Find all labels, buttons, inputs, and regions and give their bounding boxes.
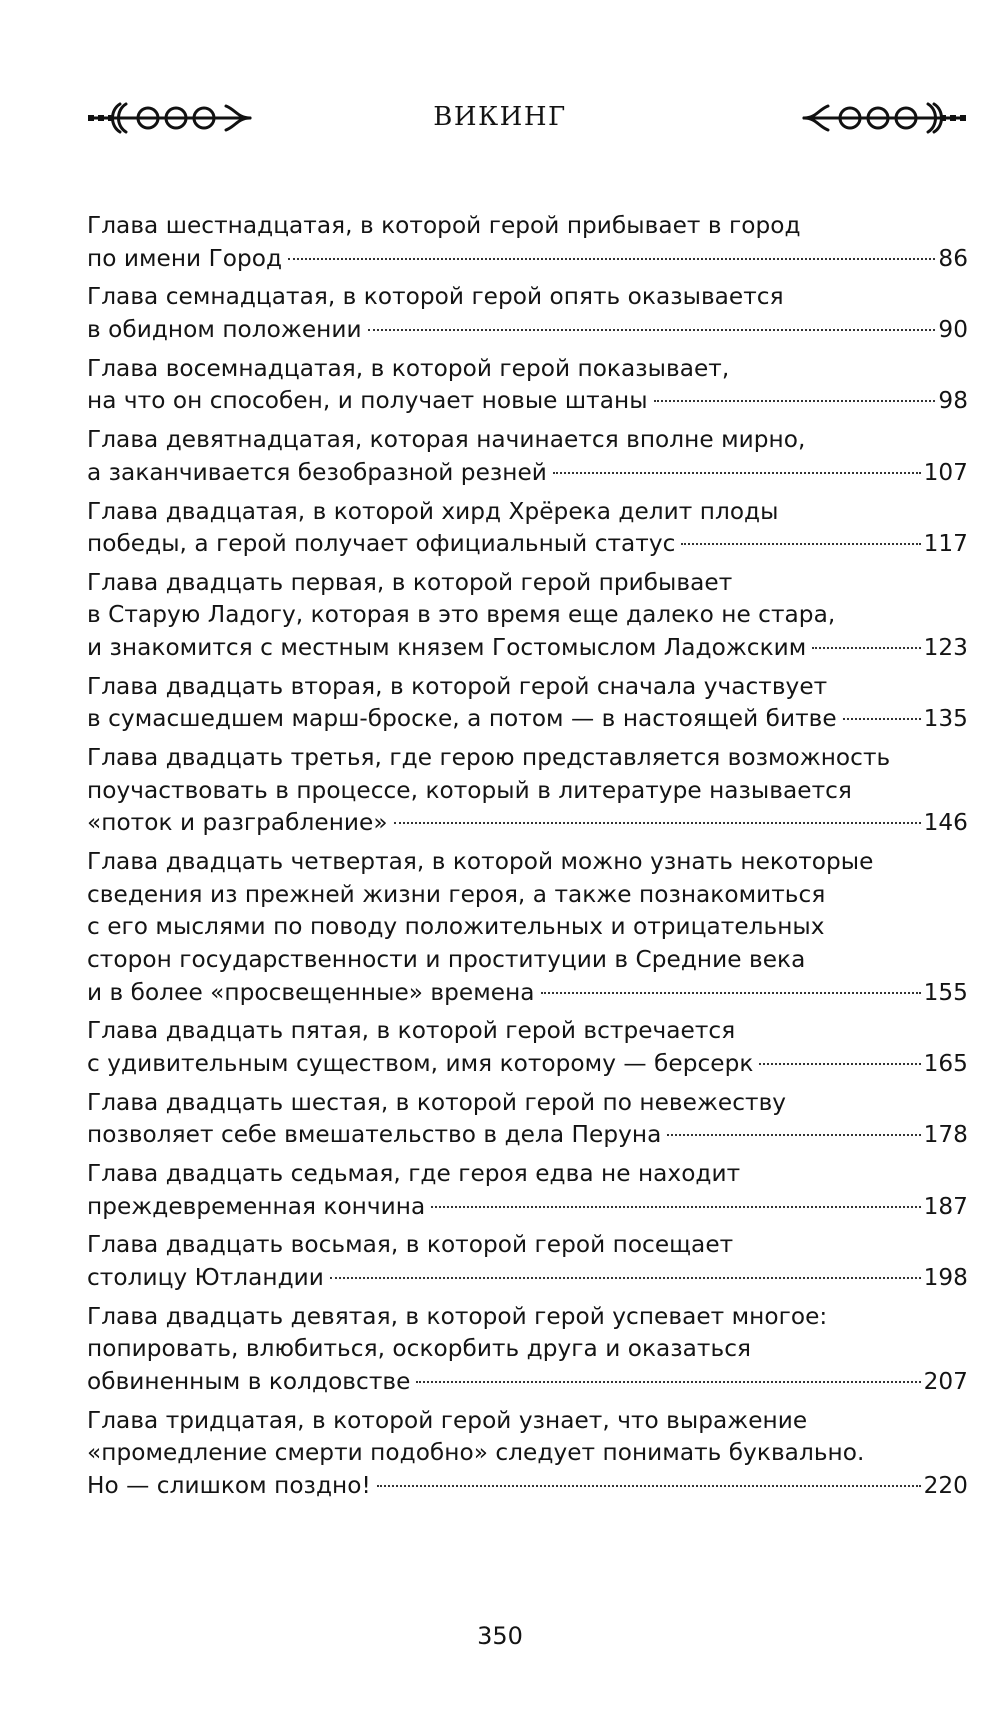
toc-page-number: 220 bbox=[923, 1472, 968, 1499]
toc-entry-title-line: сведения из прежней жизни героя, а также познакомиться bbox=[87, 880, 826, 908]
toc-entry-title-line: Но — слишком поздно! bbox=[87, 1472, 371, 1499]
toc-entry-title-line: а заканчивается безобразной резней bbox=[87, 458, 547, 486]
toc-entry-last-line bbox=[87, 1119, 968, 1152]
toc-entry-title-line: в обидном положении bbox=[87, 315, 362, 343]
dot-leader bbox=[541, 992, 921, 994]
toc-entry-title-line: с удивительным существом, имя которому — берсерк bbox=[87, 1049, 754, 1077]
toc-entry bbox=[87, 742, 968, 840]
toc-entry bbox=[87, 1301, 968, 1399]
toc-entry-title-line: Глава семнадцатая, в которой герой опять оказывается bbox=[87, 283, 784, 311]
toc-entry bbox=[87, 1015, 968, 1080]
running-header bbox=[0, 92, 1000, 142]
toc-entry-title-line: позволяет себе вмешательство в дела Перуна bbox=[87, 1121, 662, 1149]
dot-leader bbox=[843, 718, 921, 720]
toc-entry-last-line bbox=[87, 1191, 968, 1224]
dot-leader bbox=[330, 1277, 921, 1279]
toc-entry-last-line bbox=[87, 1262, 968, 1295]
toc-entry-title-line: победы, а герой получает официальный статус bbox=[87, 530, 676, 558]
dot-leader bbox=[812, 647, 920, 649]
dot-leader bbox=[394, 822, 921, 824]
toc-entry-title-line: в сумасшедшем марш-броске, а потом — в настоящей битве bbox=[87, 705, 837, 733]
toc-entry-last-line bbox=[87, 314, 968, 347]
page-number: 350 bbox=[477, 1622, 523, 1650]
toc-entry bbox=[87, 353, 968, 418]
toc-entry-title-line: преждевременная кончина bbox=[87, 1192, 426, 1220]
toc-entry bbox=[87, 496, 968, 561]
vine-ornament-icon bbox=[800, 100, 968, 136]
toc-page-number: 178 bbox=[923, 1121, 968, 1149]
toc-page-number: 135 bbox=[923, 705, 968, 733]
toc-entry-title-line: на что он способен, и получает новые штаны bbox=[87, 387, 648, 415]
toc-entry-title-line: с его мыслями по поводу положительных и отрицательных bbox=[87, 913, 825, 941]
toc-entry bbox=[87, 846, 968, 1009]
toc-entry-last-line bbox=[87, 807, 968, 840]
toc-page-number: 98 bbox=[938, 387, 968, 415]
running-title: ВИКИНГ bbox=[433, 102, 567, 132]
toc-entry-title-line: Глава двадцать третья, где герою представляется возможность bbox=[87, 744, 891, 772]
toc-entry bbox=[87, 671, 968, 736]
toc-entry-title-line: Глава двадцать пятая, в которой герой встречается bbox=[87, 1017, 736, 1045]
dot-leader bbox=[416, 1381, 920, 1383]
toc-entry bbox=[87, 210, 968, 275]
toc-page-number: 207 bbox=[923, 1368, 968, 1396]
toc-entry-title-line: «поток и разграбление» bbox=[87, 809, 388, 837]
toc-entry-last-line bbox=[87, 632, 968, 665]
table-of-contents bbox=[87, 210, 968, 1509]
toc-entry-title-line: и в более «просвещенные» времена bbox=[87, 978, 535, 1006]
toc-entry-title-line: Глава двадцать девятая, в которой герой успевает многое: bbox=[87, 1302, 828, 1330]
toc-page-number: 198 bbox=[923, 1264, 968, 1292]
toc-entry bbox=[87, 1229, 968, 1294]
toc-entry-title-line: Глава шестнадцатая, в которой герой прибывает в город bbox=[87, 212, 801, 239]
toc-entry bbox=[87, 1158, 968, 1223]
toc-entry-title-line: Глава двадцать шестая, в которой герой по невежеству bbox=[87, 1088, 787, 1116]
toc-entry-last-line bbox=[87, 977, 968, 1010]
toc-entry-title-line: столицу Ютландии bbox=[87, 1264, 324, 1292]
toc-page-number: 187 bbox=[923, 1192, 968, 1220]
toc-entry-last-line bbox=[87, 1366, 968, 1399]
toc-entry-title-line: Глава двадцатая, в которой хирд Хрёрека делит плоды bbox=[87, 497, 779, 525]
toc-page-number: 146 bbox=[923, 809, 968, 837]
toc-entry-title-line: поучаствовать в процессе, который в литературе называется bbox=[87, 776, 852, 804]
toc-entry-title-line: обвиненным в колдовстве bbox=[87, 1368, 411, 1396]
toc-entry bbox=[87, 424, 968, 489]
toc-entry-title-line: Глава двадцать первая, в которой герой прибывает bbox=[87, 568, 733, 596]
dot-leader bbox=[288, 258, 935, 260]
toc-entry-title-line: и знакомится с местным князем Гостомыслом Ладожским bbox=[87, 634, 807, 662]
toc-page-number: 117 bbox=[923, 530, 968, 558]
toc-page-number: 155 bbox=[923, 978, 968, 1006]
toc-entry-last-line bbox=[87, 1470, 968, 1503]
toc-entry bbox=[87, 1405, 968, 1503]
dot-leader bbox=[431, 1206, 920, 1208]
toc-page-number: 107 bbox=[923, 458, 968, 486]
toc-entry bbox=[87, 281, 968, 346]
toc-entry-title-line: Глава тридцатая, в которой герой узнает, что выражение bbox=[87, 1406, 808, 1434]
toc-page-number: 165 bbox=[923, 1049, 968, 1077]
toc-entry-title-line: сторон государственности и проституции в Средние века bbox=[87, 945, 806, 973]
toc-entry-title-line: Глава двадцать седьмая, где героя едва не находит bbox=[87, 1160, 741, 1188]
toc-entry-last-line bbox=[87, 385, 968, 418]
toc-entry-title-line: по имени Город bbox=[87, 244, 283, 272]
toc-entry-last-line bbox=[87, 1048, 968, 1081]
toc-entry bbox=[87, 567, 968, 665]
toc-entry-title-line: Глава двадцать вторая, в которой герой сначала участвует bbox=[87, 672, 828, 700]
toc-entry-last-line bbox=[87, 457, 968, 490]
dot-leader bbox=[377, 1485, 921, 1487]
dot-leader bbox=[681, 543, 920, 545]
toc-entry-last-line bbox=[87, 528, 968, 561]
toc-entry-title-line: попировать, влюбиться, оскорбить друга и оказаться bbox=[87, 1335, 751, 1363]
toc-page-number: 123 bbox=[923, 634, 968, 662]
dot-leader bbox=[553, 472, 921, 474]
toc-entry-title-line: Глава двадцать четвертая, в которой можно узнать некоторые bbox=[87, 848, 874, 876]
toc-entry-last-line bbox=[87, 703, 968, 736]
toc-entry-last-line bbox=[87, 243, 968, 276]
toc-entry-title-line: Глава девятнадцатая, которая начинается вполне мирно, bbox=[87, 426, 806, 454]
toc-page-number: 90 bbox=[938, 315, 968, 343]
dot-leader bbox=[759, 1063, 920, 1065]
toc-entry-title-line: «промедление смерти подобно» следует понимать буквально. bbox=[87, 1439, 865, 1467]
toc-page-number: 86 bbox=[938, 244, 968, 272]
toc-entry-title-line: Глава восемнадцатая, в которой герой показывает, bbox=[87, 354, 730, 382]
toc-entry-title-line: Глава двадцать восьмая, в которой герой посещает bbox=[87, 1231, 734, 1259]
toc-entry-title-line: в Старую Ладогу, которая в это время еще далеко не стара, bbox=[87, 601, 836, 629]
dot-leader bbox=[368, 329, 936, 331]
dot-leader bbox=[654, 400, 936, 402]
toc-entry bbox=[87, 1087, 968, 1152]
dot-leader bbox=[667, 1134, 920, 1136]
